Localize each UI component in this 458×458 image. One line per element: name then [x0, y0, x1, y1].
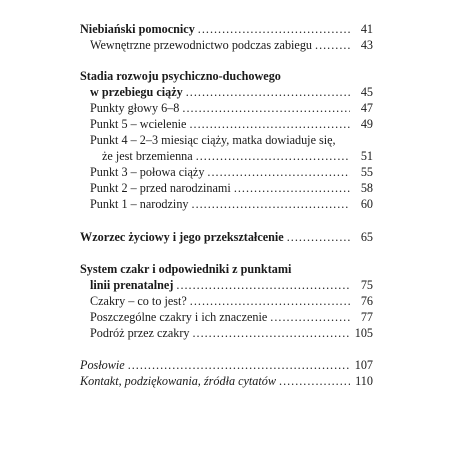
toc-entry-title: Punkt 1 – narodziny — [90, 197, 189, 211]
toc-entry-page: 76 — [360, 294, 373, 308]
dot-leader — [198, 21, 350, 37]
toc-entry-title: Punkt 2 – przed narodzinami — [90, 181, 231, 195]
toc-section-title: System czakr i odpowiedniki z punktami — [80, 262, 292, 276]
toc-entry — [80, 309, 373, 325]
dot-leader — [207, 164, 350, 180]
toc-entry-page: 110 — [355, 374, 373, 388]
toc-entry-title: że jest brzemienna — [102, 149, 193, 163]
toc-entry-page: 45 — [360, 85, 373, 99]
toc-entry-page: 47 — [360, 101, 373, 115]
toc-entry-page: 65 — [360, 230, 373, 244]
toc-entry — [80, 84, 373, 100]
toc-entry — [80, 148, 373, 164]
dot-leader — [192, 196, 350, 212]
toc-entry-page: 107 — [354, 358, 373, 372]
toc-entry-title: Punkty głowy 6–8 — [90, 101, 180, 115]
toc-entry-page: 75 — [360, 278, 373, 292]
toc-entry-page: 55 — [360, 165, 373, 179]
toc-entry — [80, 196, 373, 212]
toc-entry-title: w przebiegu ciąży — [90, 85, 183, 99]
toc-entry-title: Podróż przez czakry — [90, 326, 190, 340]
toc-entry-title: Punkt 5 – wcielenie — [90, 117, 187, 131]
toc-entry — [80, 164, 373, 180]
toc-entry — [80, 37, 373, 53]
dot-leader — [192, 325, 350, 341]
toc-entry-page: 51 — [360, 149, 373, 163]
toc-entry-title: Punkt 3 – połowa ciąży — [90, 165, 205, 179]
toc-entry-title: Poszczególne czakry i ich znaczenie — [90, 310, 268, 324]
toc-entry — [80, 357, 373, 373]
dot-leader — [176, 277, 350, 293]
dot-leader — [189, 116, 350, 132]
toc-entry-page: 58 — [360, 181, 373, 195]
toc-entry — [80, 116, 373, 132]
toc-entry-title: Posłowie — [80, 358, 125, 372]
toc-section-title: Stadia rozwoju psychiczno-duchowego — [80, 69, 281, 83]
toc-entry-page: 60 — [360, 197, 373, 211]
dot-leader — [186, 84, 350, 100]
toc-entry — [80, 180, 373, 196]
dot-leader — [182, 100, 350, 116]
toc-entry-title: Kontakt, podziękowania, źródła cytatów — [80, 374, 277, 388]
toc-entry-title: Czakry – co to jest? — [90, 294, 187, 308]
toc-entry — [80, 277, 373, 293]
toc-entry — [80, 325, 373, 341]
dot-leader — [234, 180, 350, 196]
dot-leader — [190, 293, 350, 309]
toc-entry-title: Niebiański pomocnicy — [80, 22, 195, 36]
toc-entry-title: Punkt 4 – 2–3 miesiąc ciąży, matka dowiaduje się, — [90, 133, 336, 147]
toc-entry-page: 43 — [360, 38, 373, 52]
toc-entry — [80, 21, 373, 37]
toc-entry-page: 105 — [354, 326, 373, 340]
toc-entry-title: linii prenatalnej — [90, 278, 174, 292]
dot-leader — [196, 148, 350, 164]
dot-leader — [287, 229, 350, 245]
toc-entry-title: Wzorzec życiowy i jego przekształcenie — [80, 230, 284, 244]
toc-entry-title: Wewnętrzne przewodnictwo podczas zabiegu — [90, 38, 313, 52]
toc-entry-page: 49 — [360, 117, 373, 131]
dot-leader — [128, 357, 350, 373]
dot-leader — [270, 309, 350, 325]
dot-leader — [315, 37, 350, 53]
toc-entry — [80, 229, 373, 245]
toc-entry — [80, 100, 373, 116]
toc-entry-page: 77 — [360, 310, 373, 324]
toc-entry — [80, 293, 373, 309]
dot-leader — [279, 373, 350, 389]
toc-entry — [80, 373, 373, 389]
toc-entry-page: 41 — [360, 22, 373, 36]
